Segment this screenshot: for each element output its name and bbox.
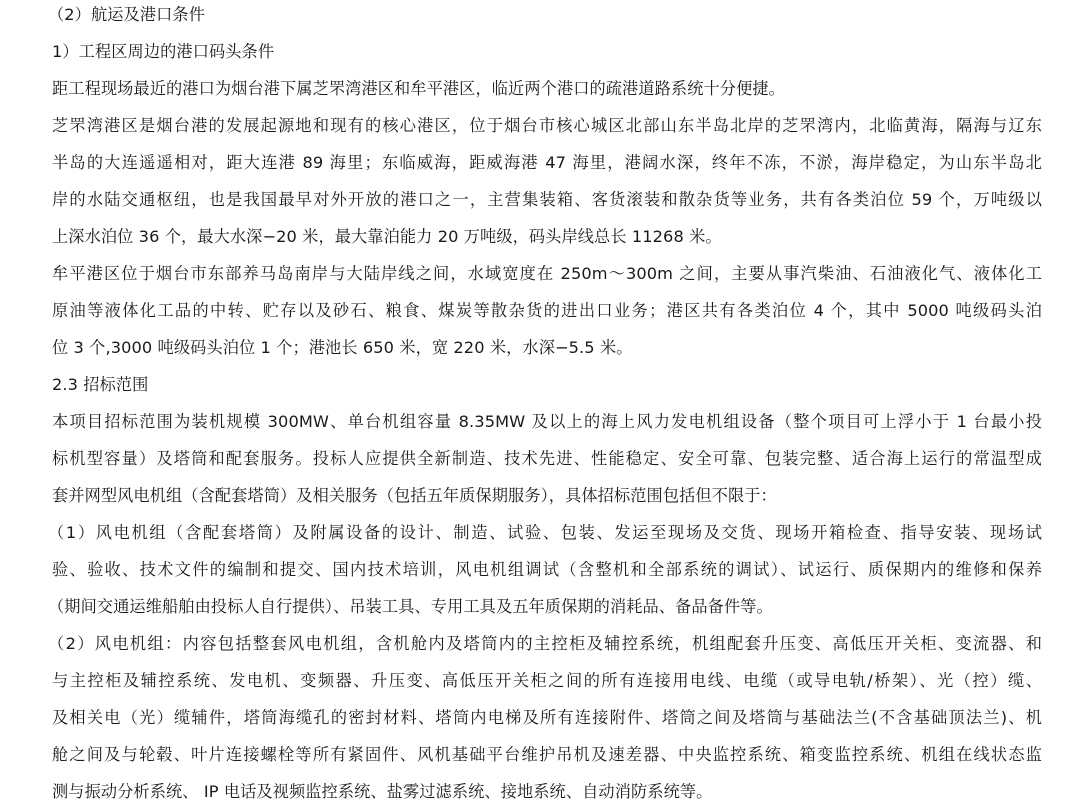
- paragraph-line: （1）风电机组（含配套塔筒）及附属设备的设计、制造、试验、包装、发运至现场及交货、现场开箱检查、指导安装、现场试: [48, 523, 1042, 542]
- paragraph-line: 舱之间及与轮毂、叶片连接螺栓等所有紧固件、风机基础平台维护吊机及速差器、中央监控系统、箱变监控系统、机组在线状态监: [52, 745, 1042, 764]
- paragraph-line: 上深水泊位 36 个，最大水深−20 米，最大靠泊能力 20 万吨级，码头岸线总长 11268 米。: [52, 227, 722, 246]
- paragraph-line: 及相关电（光）缆辅件，塔筒海缆孔的密封材料、塔筒内电梯及所有连接附件、塔筒之间及塔筒与基础法兰(不含基础顶法兰)、机: [52, 708, 1042, 727]
- paragraph-line: 本项目招标范围为装机规模 300MW、单台机组容量 8.35MW 及以上的海上风力发电机组设备（整个项目可上浮小于 1 台最小投: [52, 412, 1042, 431]
- paragraph-line: 原油等液体化工品的中转、贮存以及砂石、粮食、煤炭等散杂货的进出口业务；港区共有各类泊位 4 个，其中 5000 吨级码头泊: [52, 301, 1042, 320]
- paragraph-line: 套并网型风电机组（含配套塔筒）及相关服务（包括五年质保期服务），具体招标范围包括但不限于：: [52, 486, 777, 505]
- paragraph-line: （2）风电机组：内容包括整套风电机组，含机舱内及塔筒内的主控柜及辅控系统，机组配套升压变、高低压开关柜、变流器、和: [48, 634, 1042, 653]
- paragraph-line: 测与振动分析系统、 IP 电话及视频监控系统、盐雾过滤系统、接地系统、自动消防系统等。: [52, 782, 713, 801]
- section-heading-bidding-scope: 2.3 招标范围: [52, 375, 149, 394]
- paragraph-line: 位 3 个,3000 吨级码头泊位 1 个；港池长 650 米，宽 220 米，水深−5.5 米。: [52, 338, 633, 357]
- paragraph-line: 岸的水陆交通枢纽，也是我国最早对外开放的港口之一，主营集装箱、客货滚装和散杂货等业务，共有各类泊位 59 个，万吨级以: [52, 190, 1042, 209]
- paragraph-line: 与主控柜及辅控系统、发电机、变频器、升压变、高低压开关柜之间的所有连接用电线、电缆（或导电轨/桥架）、光（控）缆、: [52, 671, 1042, 690]
- paragraph-line: 标机型容量）及塔筒和配套服务。投标人应提供全新制造、技术先进、性能稳定、安全可靠、包装完整、适合海上运行的常温型成: [52, 449, 1042, 468]
- heading-shipping-port-conditions: （2）航运及港口条件: [48, 5, 205, 24]
- subheading-nearby-port-wharf: 1）工程区周边的港口码头条件: [52, 42, 275, 61]
- paragraph-line: 牟平港区位于烟台市东部养马岛南岸与大陆岸线之间，水域宽度在 250m～300m 之间，主要从事汽柴油、石油液化气、液体化工: [52, 264, 1042, 283]
- paragraph-line: 半岛的大连遥遥相对，距大连港 89 海里；东临威海，距威海港 47 海里，港阔水深，终年不冻，不淤，海岸稳定，为山东半岛北: [52, 153, 1042, 172]
- paragraph-line: 芝罘湾港区是烟台港的发展起源地和现有的核心港区，位于烟台市核心城区北部山东半岛北岸的芝罘湾内，北临黄海，隔海与辽东: [52, 116, 1042, 135]
- paragraph-line: 验、验收、技术文件的编制和提交、国内技术培训，风电机组调试（含整机和全部系统的调试）、试运行、质保期内的维修和保养: [52, 560, 1042, 579]
- paragraph-line: （期间交通运维船舶由投标人自行提供）、吊装工具、专用工具及五年质保期的消耗品、备品备件等。: [48, 597, 773, 616]
- paragraph-line: 距工程现场最近的港口为烟台港下属芝罘湾港区和牟平港区，临近两个港口的疏港道路系统十分便捷。: [52, 79, 785, 98]
